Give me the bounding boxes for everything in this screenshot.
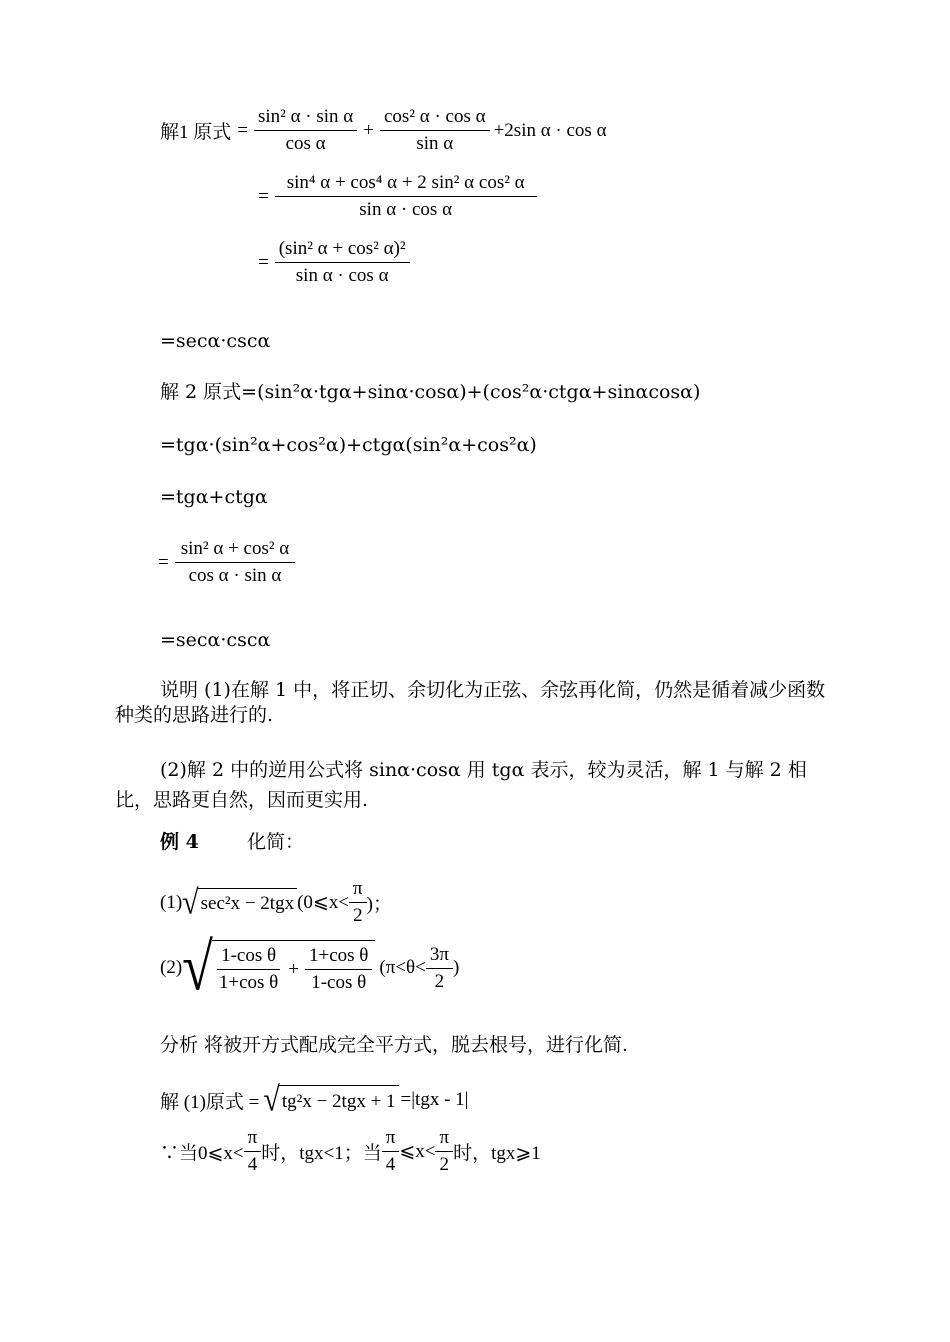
sol1-line3: = $\frac{\text{(sin² α + cos² α)²}}{\text{sin α · cos α}}$: [258, 238, 410, 287]
sol1-frac2: $\frac{\text{cos² α · cos α}}{\text{sin α}}$: [380, 106, 490, 155]
sol2-line3: =tgα+ctgα: [160, 486, 268, 508]
sol1-frac1: $\frac{\text{sin² α · sin α}}{\text{cos α}}$: [254, 106, 357, 155]
sol2-frac: $\frac{\text{sin² α + cos² α}}{\text{cos α · sin α}}$: [175, 538, 296, 587]
cos-frac-1: $\frac{\text{1-cos θ}}{\text{1+cos θ}}$: [218, 945, 279, 993]
sol2-frac-line: = $\frac{\text{sin² α + cos² α}}{\text{cos α · sin α}}$: [158, 538, 295, 587]
pi-over-2-frac: $\frac{\pi}{2}$: [349, 878, 367, 927]
example4-heading: [160, 830, 304, 854]
example4-text: 化简：: [246, 831, 304, 853]
sol1-frac4: $\frac{\text{(sin² α + cos² α)²}}{\text{sin α · cos α}}$: [275, 238, 410, 287]
pi-over-2-frac-b: $\frac{\pi}{2}$: [435, 1127, 453, 1176]
note-2: (2)解 2 中的逆用公式将 sinα·cosα 用 tgα 表示，较为灵活，解 1 与解 2 相比，思路更自然，因而更实用.: [115, 759, 807, 811]
sol1-result: =secα·cscα: [160, 330, 271, 352]
example4-part2: (2) √ $\frac{\text{1-cos θ}}{\text{1+cos θ}}$ + $\frac{\text{1+cos θ}}{\text{1-cos θ}}$ (π<θ< $\frac{3\pi}{2}$ ): [160, 930, 460, 1006]
note-1: 说明 (1)在解 1 中，将正切、余切化为正弦、余弦再化简，仍然是循着减少函数种类的思路进行的.: [115, 679, 826, 726]
solution-line1: 解 (1)原式 = √ tg²x − 2tgx + 1 =|tgx - 1|: [160, 1080, 469, 1119]
sol1-frac3: $\frac{\text{sin⁴ α + cos⁴ α + 2 sin² α cos² α}}{\text{sin α · cos α}}$: [275, 172, 537, 221]
sol2-result: =secα·cscα: [160, 629, 271, 651]
cos-frac-2: $\frac{\text{1+cos θ}}{\text{1-cos θ}}$: [305, 945, 372, 994]
sol2-line1: 解 2 原式=(sin²α·tgα+sinα·cosα)+(cos²α·ctgα+sinαcosα): [160, 381, 701, 403]
sol1-tail: +2sin α · cos α: [493, 119, 607, 141]
pi-over-4-frac-b: $\frac{\pi}{4}$: [382, 1127, 400, 1176]
sqrt-2: √ $\frac{\text{1-cos θ}}{\text{1+cos θ}}$ + $\frac{\text{1+cos θ}}{\text{1-cos θ}}$: [182, 940, 375, 996]
sol1-line1: 解1 原式 = $\frac{\text{sin² α · sin α}}{\text{cos α}}$ + $\frac{\text{cos² α · cos α}}{\text{sin α}}$ +2sin α · cos α: [160, 106, 607, 154]
sol1-label: 解1 原式: [160, 122, 232, 143]
sqrt-1: √ sec²x − 2tgx: [182, 888, 297, 918]
solution-line2: ∵当0⩽x< $\frac{\pi}{4}$ 时，tgx<1；当 $\frac{\pi}{4}$ ⩽x< $\frac{\pi}{2}$ 时，tgx⩾1: [160, 1127, 541, 1175]
sol1-line2: = $\frac{\text{sin⁴ α + cos⁴ α + 2 sin² α cos² α}}{\text{sin α · cos α}}$: [258, 172, 537, 221]
sol2-line2: =tgα·(sin²α+cos²α)+ctgα(sin²α+cos²α): [160, 434, 537, 456]
sqrt-3: √ tg²x − 2tgx + 1: [263, 1085, 398, 1115]
pi-over-4-frac-a: $\frac{\pi}{4}$: [244, 1127, 262, 1176]
analysis: 分析 将被开方式配成完全平方式，脱去根号，进行化简.: [160, 1034, 629, 1056]
example4-part1: (1) √ sec²x − 2tgx (0⩽x< $\frac{\pi}{2}$ )；: [160, 878, 392, 926]
three-pi-over-2-frac: $\frac{3\pi}{2}$: [426, 944, 453, 993]
example4-label: 例 4: [160, 831, 199, 853]
